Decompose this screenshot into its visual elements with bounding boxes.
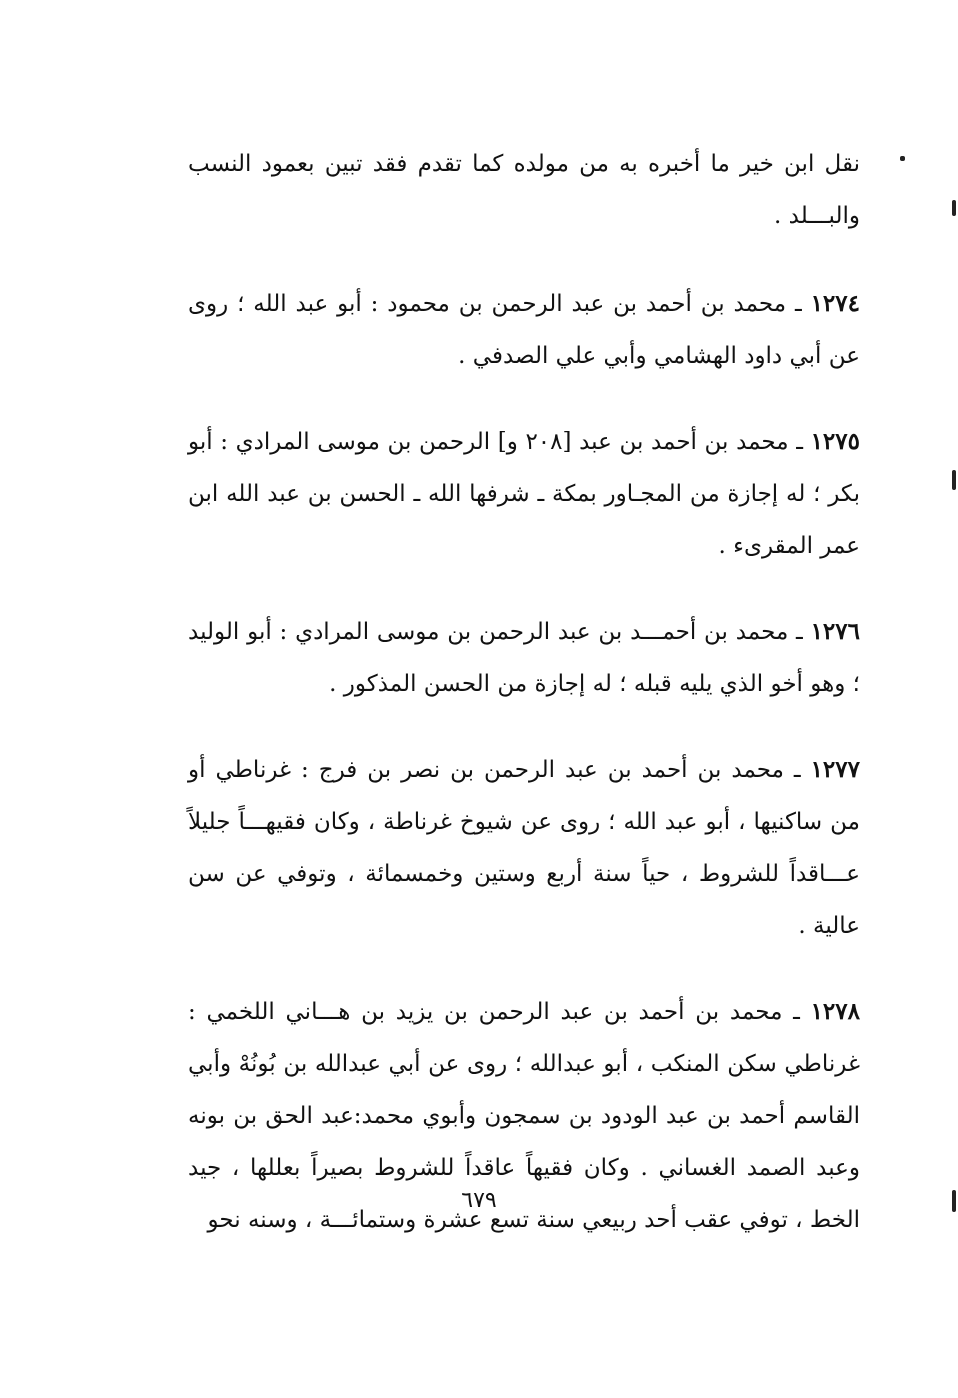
entry-number: ١٢٧٤ — [810, 290, 860, 317]
entry-text: ـ محمد بن أحمد بن عبد [٢٠٨ و] الرحمن بن موسى المرادي : أبو بكر ؛ له إجازة من المجـاور بمكة ـ شرفها الله ـ الحسن بن عبد الله ابن عمر المقرىء . — [188, 429, 860, 559]
paragraph-continuation — [188, 138, 860, 242]
entry-text: ـ محمد بن أحمد بن عبد الرحمن بن محمود : أبو عبد الله ؛ روى عن أبي داود الهشامي وأبي علي الصدفي . — [188, 291, 860, 369]
scan-margin-mark — [952, 200, 956, 216]
scan-margin-mark — [900, 156, 905, 161]
entry-text: ـ محمد بن أحمـــد بن عبد الرحمن بن موسى المرادي : أبو الوليد ؛ وهو أخو الذي يليه قبله ؛ له إجازة من الحسن المذكور . — [188, 619, 860, 697]
entry-number: ١٢٧٨ — [810, 998, 860, 1025]
entry-1274 — [188, 278, 860, 382]
entry-1277 — [188, 744, 860, 952]
scan-margin-mark — [952, 1190, 956, 1212]
page-number: ٦٧٩ — [461, 1188, 497, 1213]
entry-text: ـ محمد بن أحمد بن عبد الرحمن بن يزيد بن هـــاني اللخمي : غرناطي سكن المنكب ، أبو عبدالله ؛ روى عن أبي عبدالله بن بُونُهْ وأبي القاسم أحمد بن عبد الودود بن سمجون وأبوي محمد:عبد الحق بن بونه وعبد الصمد الغساني . وكان فقيهاً عاقداً للشروط بصيراً بعللها ، جيد الخط ، توفي عقب أحد ربيعي سنة تسع عشرة وستمائـــة ، وسنه نحو — [188, 999, 860, 1233]
entry-1275 — [188, 416, 860, 572]
entry-number: ١٢٧٦ — [810, 618, 860, 645]
entry-1276 — [188, 606, 860, 710]
entry-number: ١٢٧٧ — [810, 756, 860, 783]
entry-text: ـ محمد بن أحمد بن عبد الرحمن بن نصر بن فرج : غرناطي أو من ساكنيها ، أبو عبد الله ؛ روى عن شيوخ غرناطة ، وكان فقيهـــاً جليلاً عـــاقداً للشروط ، حياً سنة أربع وستين وخمسمائة ، وتوفي عن سن عالية . — [188, 757, 860, 939]
page-body — [188, 138, 860, 1280]
entry-number: ١٢٧٥ — [810, 428, 860, 455]
paragraph-text: نقل ابن خير ما أخبره به من مولده كما تقدم فقد تبين بعمود النسب والبـــلد . — [188, 151, 860, 229]
scan-margin-mark — [952, 470, 956, 490]
